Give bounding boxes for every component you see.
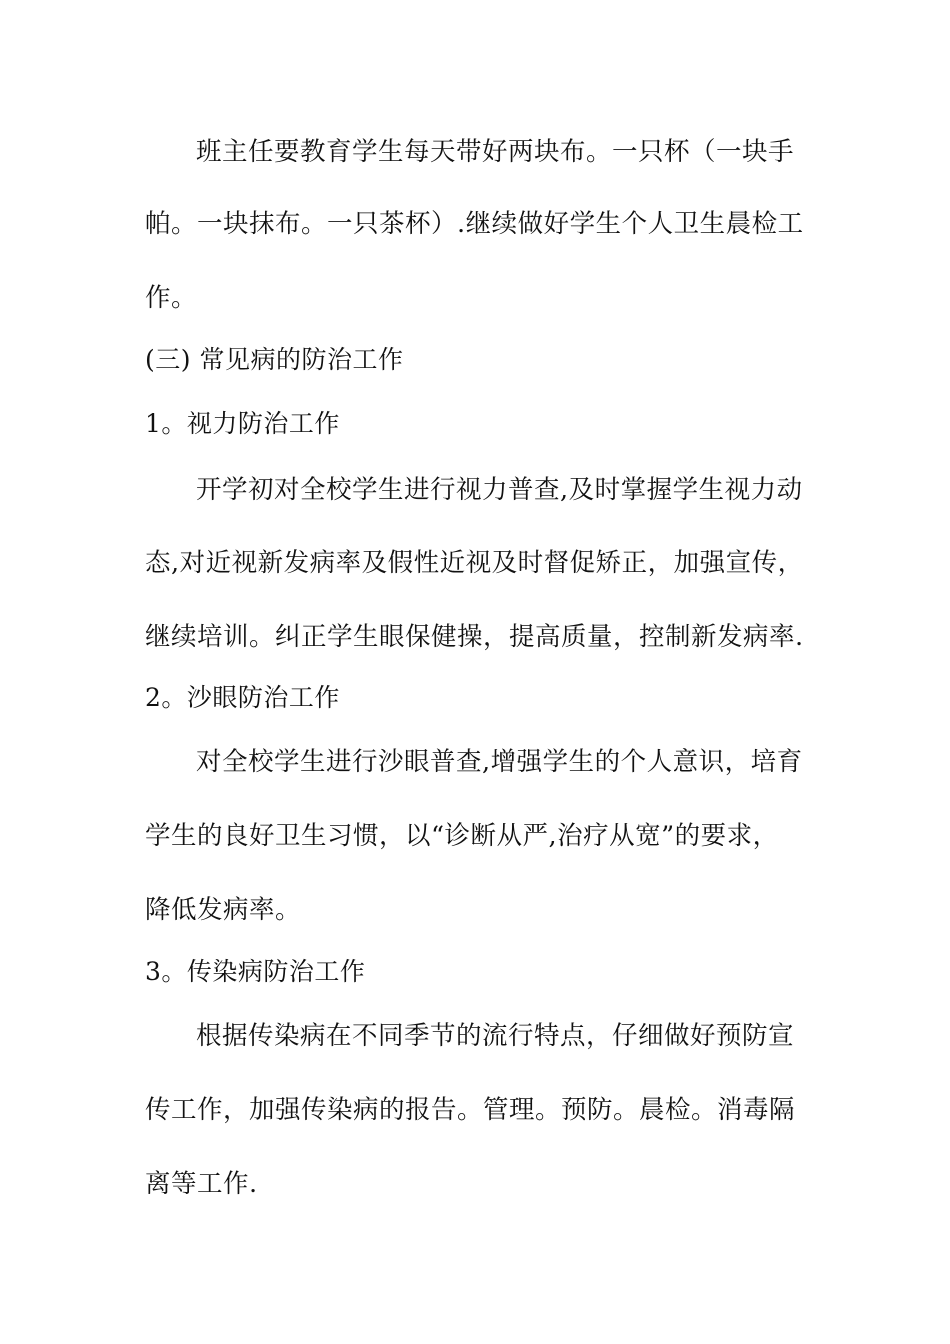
paragraph-line: 继续培训。纠正学生眼保健操，提高质量，控制新发病率. <box>145 622 804 652</box>
paragraph-line: 降低发病率。 <box>145 895 302 925</box>
item-heading: 1。视力防治工作 <box>145 409 340 438</box>
paragraph-line: 班主任要教育学生每天带好两块布。一只杯（一块手 <box>196 137 795 167</box>
paragraph-line: 传工作，加强传染病的报告。管理。预防。晨检。消毒隔 <box>145 1095 796 1125</box>
paragraph-line: 离等工作. <box>145 1169 258 1199</box>
paragraph-line: 态,对近视新发病率及假性近视及时督促矫正，加强宣传， <box>145 548 804 578</box>
paragraph-line: 学生的良好卫生习惯，以“诊断从严,治疗从宽”的要求， <box>145 821 779 851</box>
item-heading: 2。沙眼防治工作 <box>145 683 340 712</box>
paragraph-line: 帕。一块抹布。一只茶杯）.继续做好学生个人卫生晨检工 <box>145 209 804 239</box>
paragraph-line: 根据传染病在不同季节的流行特点，仔细做好预防宣 <box>196 1021 795 1051</box>
paragraph-line: 对全校学生进行沙眼普查,增强学生的个人意识，培育 <box>196 747 803 777</box>
paragraph-line: 作。 <box>145 283 198 313</box>
section-heading: (三) 常见病的防治工作 <box>145 345 404 374</box>
paragraph-line: 开学初对全校学生进行视力普查,及时掌握学生视力动 <box>196 475 803 505</box>
item-heading: 3。传染病防治工作 <box>145 957 366 986</box>
